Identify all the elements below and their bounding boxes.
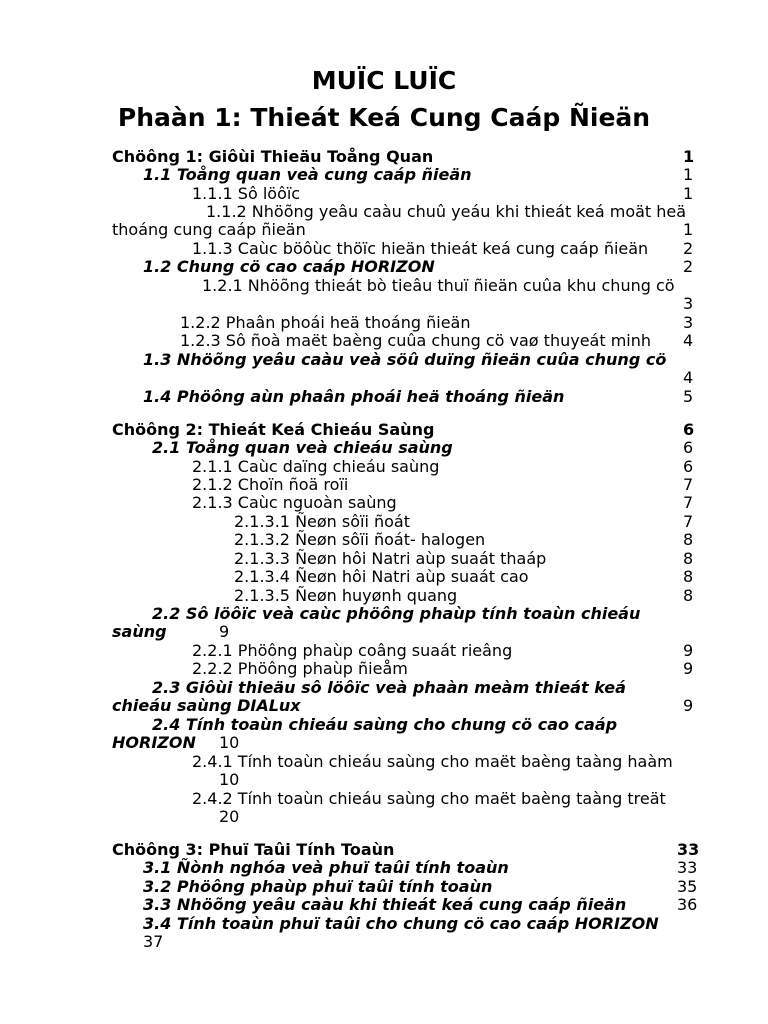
toc-section-2-3-cont: chieáu saùng DIALux [112, 696, 301, 715]
toc-section-1-1-page: 1 [683, 165, 694, 184]
toc-entry-2-1-3-1-page: 7 [683, 512, 694, 531]
toc-entry-2-2-1: 2.2.1 Phöông phaùp coâng suaát rieâng [192, 641, 513, 660]
toc-entry-2-1-2: 2.1.2 Choïn ñoä roïi [192, 475, 349, 494]
toc-section-2-4: 2.4 Tính toaùn chieáu saùng cho chung cö cao caáp [152, 715, 618, 734]
toc-section-1-2: 1.2 Chung cö cao caáp HORIZON [143, 257, 435, 276]
toc-entry-2-2-2: 2.2.2 Phöông phaùp ñieåm [192, 659, 408, 678]
toc-entry-1-2-1-page: 3 [683, 294, 694, 313]
toc-entry-2-1-3-1: 2.1.3.1 Ñeøn sôïi ñoát [234, 512, 410, 531]
toc-entry-2-1-3-5-page: 8 [683, 586, 694, 605]
toc-entry-2-1-1: 2.1.1 Caùc daïng chieáu saùng [192, 457, 440, 476]
toc-section-1-1: 1.1 Toång quan veà cung caáp ñieän [143, 165, 472, 184]
toc-section-1-4: 1.4 Phöông aùn phaân phoái heä thoáng ñieän [143, 387, 565, 406]
toc-section-1-4-page: 5 [683, 387, 694, 406]
toc-section-2-2: 2.2 Sô löôïc veà caùc phöông phaùp tính toaùn chieáu [152, 604, 641, 623]
toc-entry-1-1-3: 1.1.3 Caùc böôùc thöïc hieän thieát keá cung caáp ñieän [192, 239, 649, 258]
toc-entry-2-1-3-2-page: 8 [683, 530, 694, 549]
toc-section-1-2-page: 2 [683, 257, 694, 276]
toc-section-1-3-page: 4 [683, 368, 694, 387]
toc-entry-1-2-3: 1.2.3 Sô ñoà maët baèng cuûa chung cö vaø thuyeát minh [180, 331, 652, 350]
toc-chapter-3: Chöông 3: Phuï Taûi Tính Toaùn [112, 840, 395, 859]
toc-chapter-2-page: 6 [683, 420, 695, 439]
toc-section-2-1: 2.1 Toång quan veà chieáu saùng [152, 438, 453, 457]
toc-section-3-1: 3.1 Ñònh nghóa veà phuï taûi tính toaùn [143, 858, 509, 877]
toc-section-3-4-page: 37 [143, 932, 164, 951]
toc-entry-1-1-2-page: 1 [683, 220, 694, 239]
toc-entry-2-1-3-4-page: 8 [683, 567, 694, 586]
toc-entry-2-2-1-page: 9 [683, 641, 694, 660]
toc-section-3-2-page: 35 [677, 877, 698, 896]
toc-section-2-2-cont: saùng [112, 622, 167, 641]
toc-entry-1-1-2-cont: thoáng cung caáp ñieän [112, 220, 306, 239]
toc-entry-2-4-1: 2.4.1 Tính toaùn chieáu saùng cho maët baèng taàng haàm [192, 752, 673, 771]
toc-entry-2-2-2-page: 9 [683, 659, 694, 678]
toc-entry-1-2-2-page: 3 [683, 313, 694, 332]
toc-section-3-1-page: 33 [677, 858, 698, 877]
toc-section-2-1-page: 6 [683, 438, 694, 457]
toc-entry-2-1-3-page: 7 [683, 493, 694, 512]
toc-entry-2-1-3-4: 2.1.3.4 Ñeøn hôi Natri aùp suaát cao [234, 567, 529, 586]
toc-chapter-2: Chöông 2: Thieát Keá Chieáu Saùng [112, 420, 435, 439]
toc-chapter-1: Chöông 1: Giôùi Thieäu Toång Quan [112, 147, 434, 166]
toc-entry-2-4-2: 2.4.2 Tính toaùn chieáu saùng cho maët baèng taàng treät [192, 789, 666, 808]
toc-section-3-2: 3.2 Phöông phaùp phuï taûi tính toaùn [143, 877, 493, 896]
toc-section-3-4: 3.4 Tính toaùn phuï taûi cho chung cö cao caáp HORIZON [143, 914, 659, 933]
toc-entry-2-1-3-3-page: 8 [683, 549, 694, 568]
toc-section-3-3: 3.3 Nhöõng yeâu caàu khi thieát keá cung caáp ñieän [143, 895, 627, 914]
toc-chapter-3-page: 33 [677, 840, 700, 859]
toc-entry-2-1-1-page: 6 [683, 457, 694, 476]
toc-entry-1-1-2: 1.1.2 Nhöõng yeâu caàu chuû yeáu khi thieát keá moät heä [206, 202, 687, 221]
toc-title: MUÏC LUÏC [311, 66, 457, 95]
toc-entry-2-1-3-3: 2.1.3.3 Ñeøn hôi Natri aùp suaát thaáp [234, 549, 547, 568]
toc-entry-1-1-1-page: 1 [683, 184, 694, 203]
toc-entry-2-4-2-page: 20 [219, 807, 240, 826]
toc-entry-2-4-1-page: 10 [219, 770, 240, 789]
toc-section-2-4-page: 10 [219, 733, 240, 752]
part-title: Phaàn 1: Thieát Keá Cung Caáp Ñieän [117, 103, 651, 132]
toc-entry-2-1-2-page: 7 [683, 475, 694, 494]
toc-entry-1-1-3-page: 2 [683, 239, 694, 258]
toc-entry-1-2-1: 1.2.1 Nhöõng thieát bò tieâu thuï ñieän cuûa khu chung cö [202, 276, 675, 295]
toc-section-2-4-cont: HORIZON [112, 733, 196, 752]
toc-section-2-3-page: 9 [683, 696, 694, 715]
toc-entry-2-1-3-5: 2.1.3.5 Ñeøn huyønh quang [234, 586, 458, 605]
toc-entry-1-2-2: 1.2.2 Phaân phoái heä thoáng ñieän [180, 313, 471, 332]
toc-section-2-3: 2.3 Giôùi thieäu sô löôïc veà phaàn meàm thieát keá [152, 678, 626, 697]
toc-chapter-1-page: 1 [683, 147, 695, 166]
toc-entry-1-2-3-page: 4 [683, 331, 694, 350]
toc-entry-2-1-3: 2.1.3 Caùc nguoàn saùng [192, 493, 397, 512]
toc-entry-2-1-3-2: 2.1.3.2 Ñeøn sôïi ñoát- halogen [234, 530, 486, 549]
toc-section-1-3: 1.3 Nhöõng yeâu caàu veà söû duïng ñieän cuûa chung cö [143, 350, 667, 369]
toc-section-2-2-page: 9 [219, 622, 230, 641]
toc-entry-1-1-1: 1.1.1 Sô löôïc [192, 184, 301, 203]
toc-section-3-3-page: 36 [677, 895, 698, 914]
